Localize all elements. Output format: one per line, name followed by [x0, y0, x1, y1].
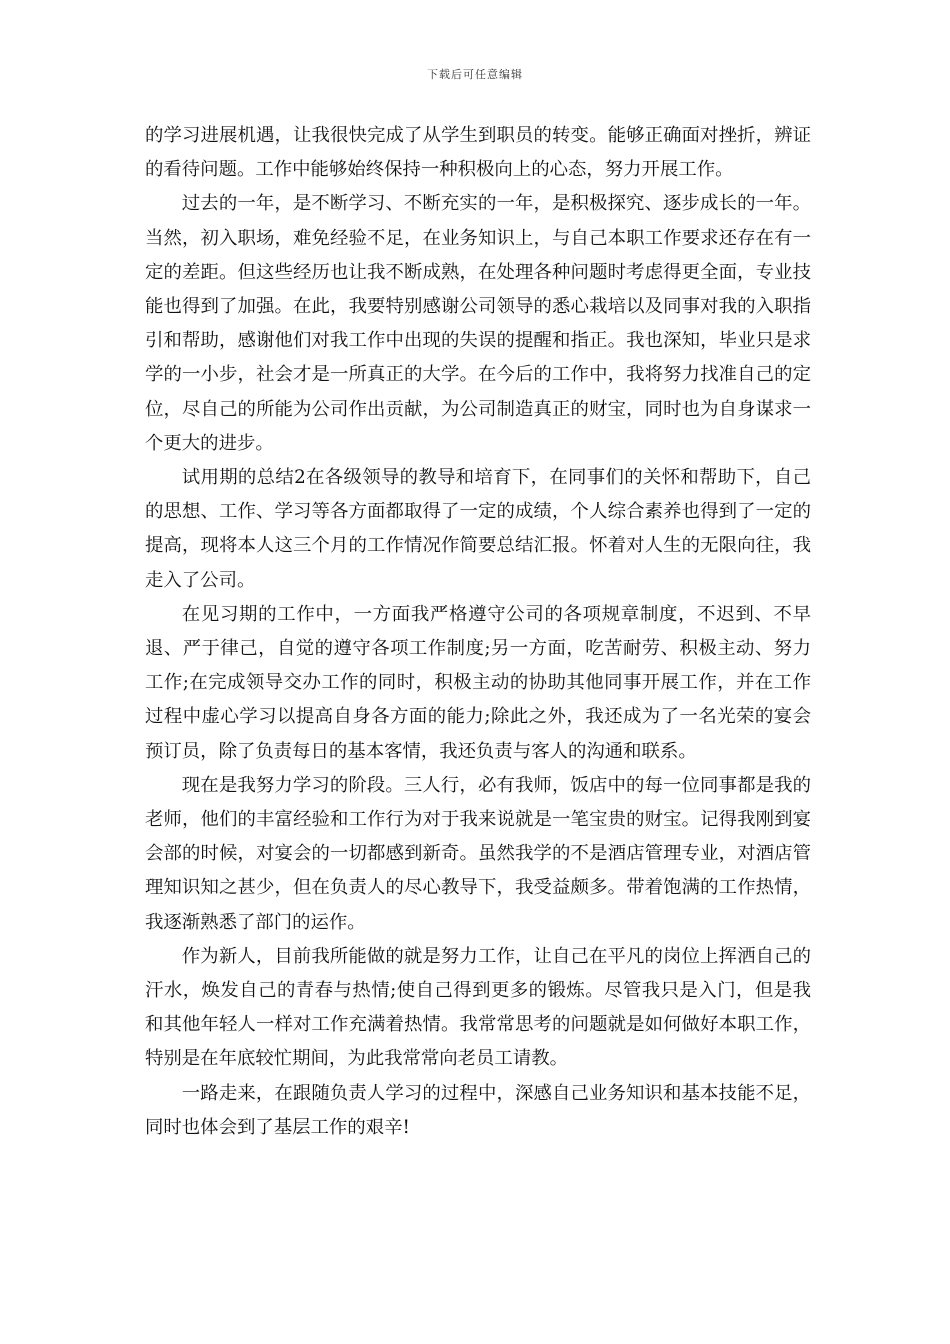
paragraph-4: 在见习期的工作中，一方面我严格遵守公司的各项规章制度，不迟到、不早退、严于律己，自觉的遵守各项工作制度;另一方面，吃苦耐劳、积极主动、努力工作;在完成领导交办工作的同时，积极主动的协助其他同事开展工作，并在工作过程中虚心学习以提高自身各方面的能力;除此之外，我还成为了一名光荣的宴会预订员，除了负责每日的基本客情，我还负责与客人的沟通和联系。: [145, 603, 811, 762]
paragraph-2: 过去的一年，是不断学习、不断充实的一年，是积极探究、逐步成长的一年。当然，初入职场，难免经验不足，在业务知识上，与自己本职工作要求还存在有一定的差距。但这些经历也让我不断成熟，在处理各种问题时考虑得更全面，专业技能也得到了加强。在此，我要特别感谢公司领导的悉心栽培以及同事对我的入职指引和帮助，感谢他们对我工作中出现的失误的提醒和指正。我也深知，毕业只是求学的一小步，社会才是一所真正的大学。在今后的工作中，我将努力找准自己的定位，尽自己的所能为公司作出贡献，为公司制造真正的财宝，同时也为自身谋求一个更大的进步。: [145, 193, 811, 454]
paragraph-6: 作为新人，目前我所能做的就是努力工作，让自己在平凡的岗位上挥洒自己的汗水，焕发自己的青春与热情;使自己得到更多的锻炼。尽管我只是入门，但是我和其他年轻人一样对工作充满着热情。我常常思考的问题就是如何做好本职工作，特别是在年底较忙期间，为此我常常向老员工请教。: [145, 945, 811, 1070]
paragraph-7: 一路走来，在跟随负责人学习的过程中，深感自己业务知识和基本技能不足，同时也体会到了基层工作的艰辛!: [145, 1082, 811, 1138]
paragraph-3: 试用期的总结2在各级领导的教导和培育下，在同事们的关怀和帮助下，自己的思想、工作、学习等各方面都取得了一定的成绩，个人综合素养也得到了一定的提高，现将本人这三个月的工作情况作简要总结汇报。怀着对人生的无限向往，我走入了公司。: [145, 467, 811, 591]
paragraph-5: 现在是我努力学习的阶段。三人行，必有我师，饭店中的每一位同事都是我的老师，他们的丰富经验和工作行为对于我来说就是一笔宝贵的财宝。记得我刚到宴会部的时候，对宴会的一切都感到新奇。虽然我学的不是酒店管理专业，对酒店管理知识知之甚少，但在负责人的尽心教导下，我受益颇多。带着饱满的工作热情，我逐渐熟悉了部门的运作。: [145, 774, 811, 933]
paragraph-1: 的学习进展机遇，让我很快完成了从学生到职员的转变。能够正确面对挫折，辨证的看待问题。工作中能够始终保持一种积极向上的心态，努力开展工作。: [145, 125, 811, 181]
header-note: 下载后可任意编辑: [427, 68, 523, 81]
document-body: [145, 119, 811, 1145]
